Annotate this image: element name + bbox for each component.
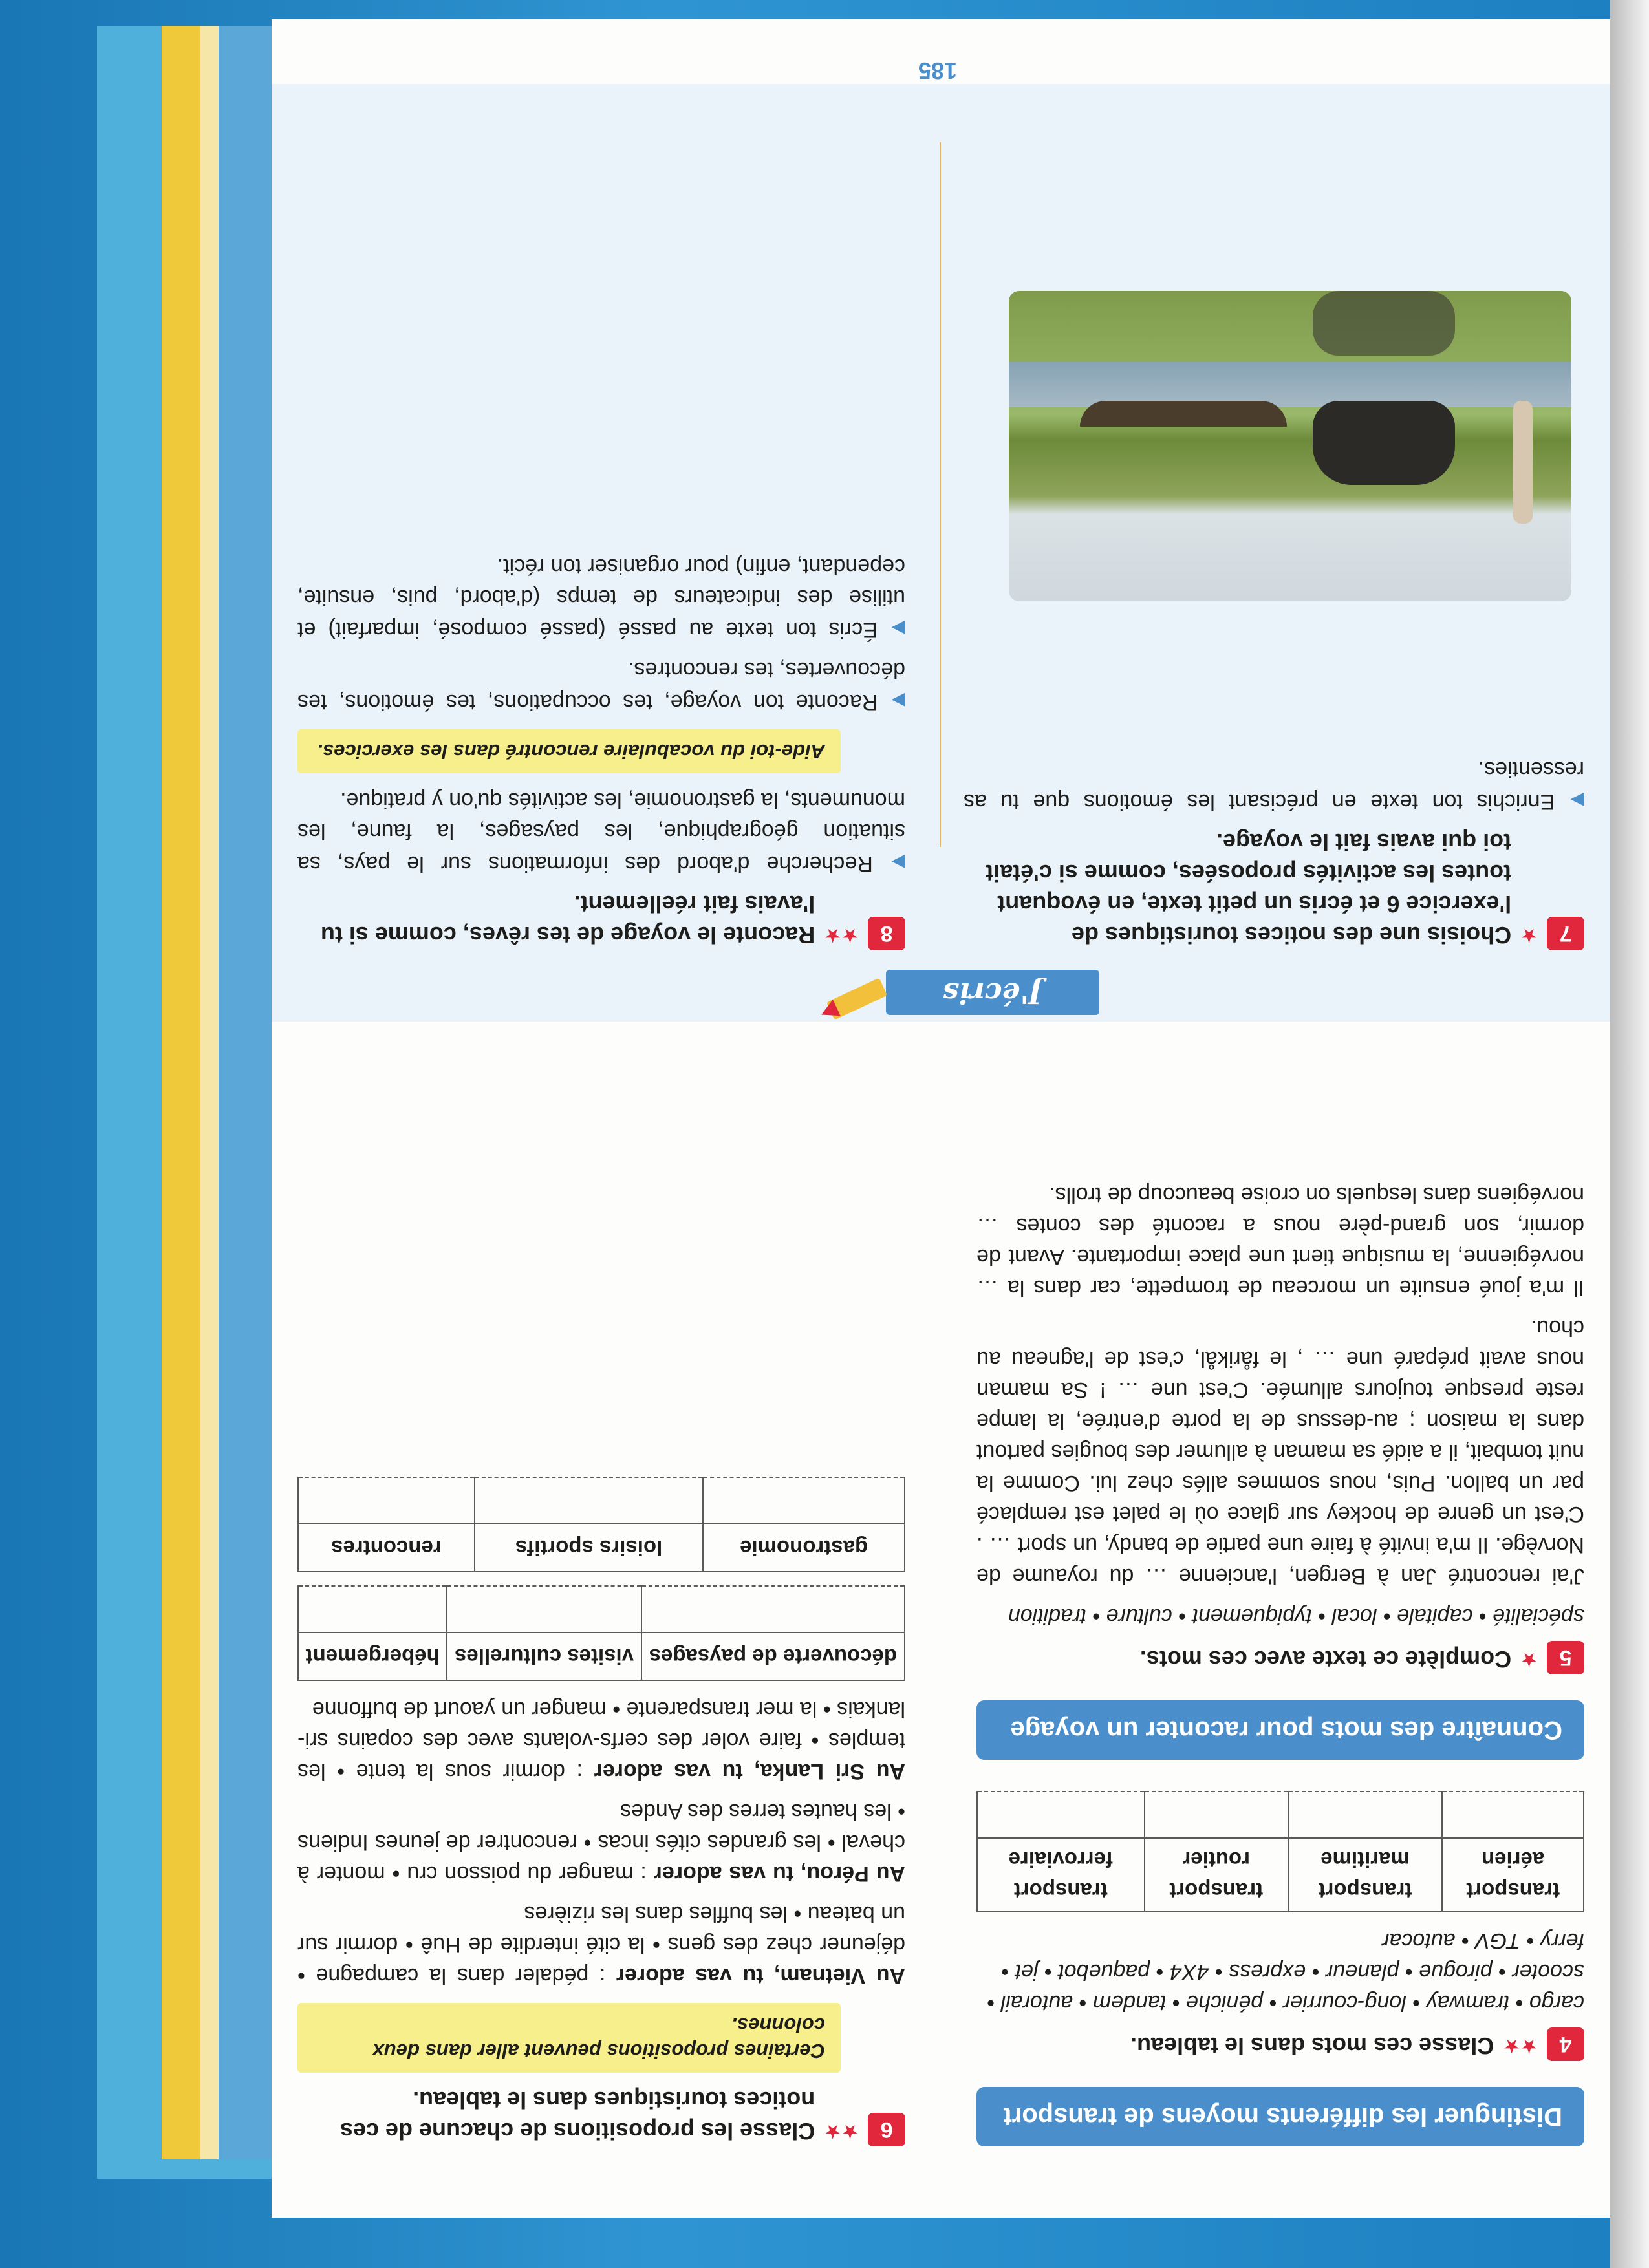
writing-section-label: J'écris bbox=[886, 970, 1099, 1015]
difficulty-stars: ★★ bbox=[824, 2121, 859, 2142]
difficulty-stars: ★★ bbox=[1503, 2035, 1538, 2057]
column-divider bbox=[940, 142, 941, 847]
triangle-bullet-icon: ▶ bbox=[885, 691, 905, 711]
word-list: cargo • tramway • long-courrier • péniche • tandem • autorail • scooter • pirogue • planeur • express • 4X4 • paquebot • jet • ferry • TGV • autocar bbox=[987, 1929, 1584, 2015]
hint-note: Certaines propositions peuvent aller dans deux colonnes. bbox=[297, 2003, 841, 2073]
difficulty-stars: ★ bbox=[1520, 1649, 1538, 1670]
activities-table-1 bbox=[297, 1585, 905, 1681]
page-margin-blue bbox=[219, 26, 277, 2159]
table-cell bbox=[298, 1586, 447, 1632]
page-number: 185 bbox=[918, 58, 957, 84]
notice-text: : pédaler dans la campagne • déjeuner chez des gens • la cité interdite de Huê • dormir sur un bateau • les buffles dans les rizières bbox=[297, 1901, 905, 1988]
photo-buffalo-landscape bbox=[1009, 291, 1571, 601]
exercise-number: 4 bbox=[1547, 2027, 1584, 2061]
page-stack-cream bbox=[200, 26, 219, 2159]
table-cell bbox=[298, 1477, 475, 1524]
notice-lead: Au Sri Lanka, tu vas adorer bbox=[594, 1759, 905, 1784]
exercise-tip bbox=[297, 551, 905, 645]
word-list: spécialité • capitale • local • typiquement • culture • tradition bbox=[1008, 1604, 1584, 1629]
table-cell bbox=[1145, 1792, 1288, 1838]
exercise-title: Complète ce texte avec ces mots. bbox=[1139, 1646, 1512, 1673]
hint-note: Aide-toi du vocabulaire rencontré dans les exercices. bbox=[297, 729, 841, 773]
exercise-6 bbox=[297, 1477, 905, 2146]
notice-lead: Au Vietnam, tu vas adorer bbox=[616, 1963, 905, 1988]
table-header: visites culturelles bbox=[447, 1632, 641, 1680]
exercise-5 bbox=[976, 1179, 1584, 1674]
table-header: loisirs sportifs bbox=[475, 1524, 703, 1572]
section-banner-transport: Distinguer les différents moyens de transport bbox=[976, 2087, 1584, 2146]
notice-vietnam bbox=[297, 1898, 905, 1991]
exercise-8 bbox=[297, 551, 905, 950]
exercise-4 bbox=[976, 1791, 1584, 2061]
difficulty-stars: ★ bbox=[1520, 925, 1538, 946]
table-header: hébergement bbox=[298, 1632, 447, 1680]
table-header: gastronomie bbox=[703, 1524, 905, 1572]
exercise-number: 7 bbox=[1547, 917, 1584, 950]
notice-text: : manger du poisson cru • monter à cheval • les grandes cités incas • rencontrer de jeunes Indiens • les hautes terres des Andes bbox=[297, 1799, 905, 1886]
photo-boat bbox=[1080, 401, 1287, 427]
column-right bbox=[297, 1477, 905, 2146]
tip-text: Enrichis ton texte en précisant les émotions que tu as ressenties. bbox=[964, 757, 1584, 814]
table-cell bbox=[641, 1586, 905, 1632]
table-cell bbox=[1288, 1792, 1442, 1838]
table-cell bbox=[447, 1586, 641, 1632]
triangle-bullet-icon: ▶ bbox=[885, 619, 905, 639]
table-cell bbox=[475, 1477, 703, 1524]
exercise-7 bbox=[964, 754, 1584, 950]
exercise-number: 5 bbox=[1547, 1641, 1584, 1674]
text-paragraph: J'ai rencontré Jan à Bergen, l'ancienne … du royaume de Norvège. Il m'a invité à faire une partie de bandy, un sport … . C'est un genre de hockey sur glace où le palet est remplacé par un ballon. Puis, nous sommes allés chez lui. Comme la nuit tombait, il a aidé sa maman à allumer des bougies partout dans la maison ; au-dessus de la porte d'entrée, la lampe reste presque toujours allumée. C'est une … ! Sa maman nous avait préparé une … , le fårikål, c'est de l'agneau au chou. bbox=[976, 1316, 1584, 1589]
triangle-bullet-icon: ▶ bbox=[1562, 791, 1584, 811]
page-stack-yellow bbox=[162, 26, 200, 2159]
activities-table-2 bbox=[297, 1477, 905, 1572]
exercise-title: Classe ces mots dans le tableau. bbox=[1130, 2033, 1494, 2059]
photo-buffalo bbox=[1313, 401, 1455, 485]
scanner-edge bbox=[1610, 0, 1649, 2268]
exercise-tip bbox=[297, 785, 905, 879]
notice-srilanka bbox=[297, 1694, 905, 1787]
notice-perou bbox=[297, 1796, 905, 1889]
table-cell bbox=[977, 1792, 1145, 1838]
notice-lead: Au Pérou, tu vas adorer bbox=[653, 1861, 905, 1886]
exercise-number: 8 bbox=[868, 917, 905, 950]
photo-person bbox=[1513, 401, 1533, 524]
tip-text: Recherche d'abord des informations sur le pays, sa situation géographique, les paysages, la faune, les monuments, la gastronomie, les activités qu'on y pratique. bbox=[297, 788, 905, 876]
difficulty-stars: ★★ bbox=[824, 925, 859, 946]
table-cell bbox=[1442, 1792, 1584, 1838]
textbook-page bbox=[272, 19, 1610, 2218]
table-header: découverte de paysages bbox=[641, 1632, 905, 1680]
column-left bbox=[976, 1179, 1584, 2146]
table-header: transport routier bbox=[1145, 1838, 1288, 1912]
tip-text: Raconte ton voyage, tes occupations, tes émotions, tes découvertes, tes rencontres. bbox=[297, 658, 905, 714]
exercise-number: 6 bbox=[868, 2113, 905, 2146]
section-banner-voyage: Connaître des mots pour raconter un voyage bbox=[976, 1700, 1584, 1760]
transport-table bbox=[976, 1791, 1584, 1912]
triangle-bullet-icon: ▶ bbox=[880, 853, 905, 873]
table-header: transport aérien bbox=[1442, 1838, 1584, 1912]
table-cell bbox=[703, 1477, 905, 1524]
photo-water bbox=[1009, 362, 1571, 407]
notice-text: : dormir sous la tente • les temples • faire voler des cerfs-volants avec des copains sri-lankais • la mer transparente • manger un yaourt de buffonne bbox=[297, 1697, 905, 1784]
exercise-title: Classe les propositions de chacune de ces notices touristiques dans le tableau. bbox=[339, 2087, 815, 2145]
exercise-tip bbox=[964, 754, 1584, 817]
table-header: transport maritime bbox=[1288, 1838, 1442, 1912]
photo-buffalo-reflection bbox=[1313, 291, 1455, 356]
table-header: rencontres bbox=[298, 1524, 475, 1572]
tip-text: Écris ton texte au passé (passé composé, imparfait) et utilise des indicateurs de temps (d'abord, puis, ensuite, cependant, enfin) pour organiser ton récit. bbox=[297, 554, 905, 642]
text-paragraph: Il m'a joué ensuite un morceau de trompette, car dans la … norvégienne, la musique tient une place importante. Avant de dormir, son grand-père nous a raconté des contes … norvégiens dans lesquels on croise beaucoup de trolls. bbox=[976, 1182, 1584, 1300]
table-header: transport ferroviaire bbox=[977, 1838, 1145, 1912]
exercise-title: Raconte le voyage de tes rêves, comme si tu l'avais fait réellement. bbox=[320, 891, 815, 948]
exercise-title: Choisis une des notices touristiques de l'exercice 6 et écris un petit texte, en évoquant toutes les activités proposées, comme si c'était toi qui avais fait le voyage. bbox=[986, 829, 1512, 948]
exercise-tip bbox=[297, 654, 905, 718]
